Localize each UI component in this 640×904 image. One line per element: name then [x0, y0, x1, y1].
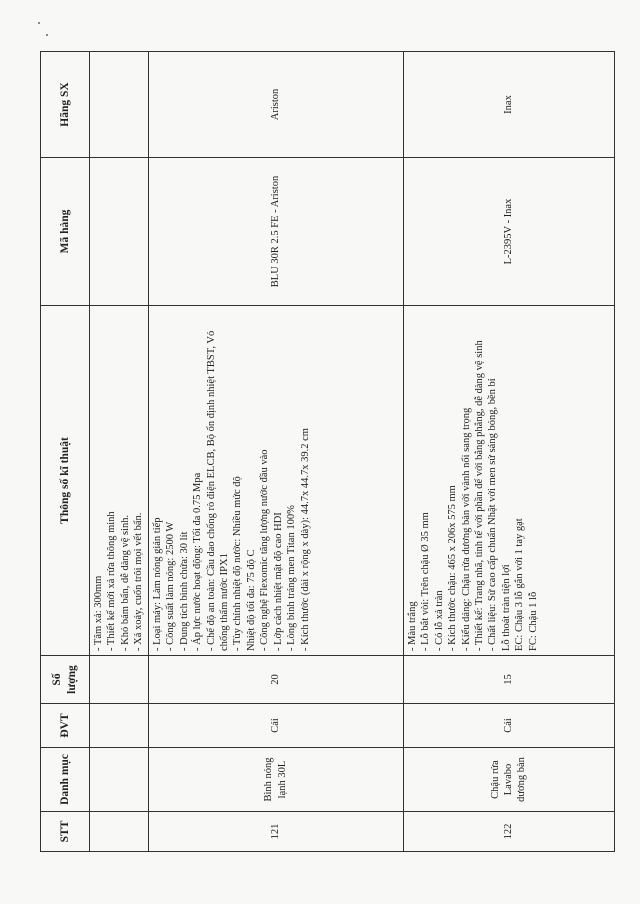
- cell-so-luong: [90, 656, 149, 704]
- spec-line: - Kích thước chậu: 465 x 206x 575 mm: [447, 485, 459, 651]
- cell-hang-sx: Inax: [403, 52, 614, 158]
- header-dvt: ĐVT: [41, 704, 90, 748]
- spec-line: Lỗ thoát tràn tiện lợi: [500, 564, 512, 651]
- cell-danh-muc: Chậu rửa Lavabo dương bàn: [403, 748, 614, 812]
- cell-specs: [403, 306, 614, 656]
- header-so-luong: Số lượng: [41, 656, 90, 704]
- header-stt: STT: [41, 812, 90, 852]
- cell-so-luong: 15: [403, 656, 614, 704]
- cell-hang-sx: Ariston: [148, 52, 403, 158]
- spec-line: - Loại máy: Làm nóng gián tiếp: [151, 517, 163, 651]
- spec-line: Nhiệt độ tối đa: 75 độ C: [245, 549, 257, 651]
- scan-speck: [46, 34, 48, 36]
- spec-line: - Lớp cách nhiệt mật độ cao HDI: [272, 512, 284, 651]
- header-thong-so: Thông số kĩ thuật: [41, 306, 90, 656]
- cell-ma-hang: L-2395V - Inax: [403, 158, 614, 306]
- spec-line: - Lỗ bắt vòi: Trên chậu Ø 35 mm: [420, 512, 432, 651]
- spec-line: - Tùy chỉnh nhiệt độ nước: Nhiều mức độ: [232, 476, 244, 651]
- spec-line: - Kích thước (dài x rộng x dày): 44.7x 44.7x 39.2 cm: [299, 428, 311, 651]
- spec-table: [40, 51, 615, 852]
- spec-line: - Kiểu dáng: Chậu rửa dương bàn với vành nổi sang trọng: [460, 407, 472, 651]
- spec-line: - Màu trắng: [406, 601, 418, 651]
- spec-line: - Có lỗ xả tràn: [433, 590, 445, 651]
- spec-line: - Chất liệu: Sứ cao cấp chuẩn Nhật với men sứ sáng bóng, bền bỉ: [487, 378, 499, 651]
- spec-line: - Tâm xả: 300mm: [93, 575, 104, 651]
- cell-stt: [90, 812, 149, 852]
- cell-dvt: [90, 704, 149, 748]
- cell-ma-hang: BLU 30R 2.5 FE - Ariston: [148, 158, 403, 306]
- spec-line: FC: Chậu 1 lỗ: [527, 591, 539, 651]
- header-ma-hang: Mã hàng: [41, 158, 90, 306]
- cell-danh-muc: [90, 748, 149, 812]
- spec-line: - Lòng bình tráng men Titan 100%: [286, 505, 298, 651]
- spec-line: - Chế độ an toàn: Cầu dao chống rò điện ELCB, Bộ ổn định nhiệt TBST, Vỏ chống thấm nước IPX1: [205, 330, 230, 651]
- header-danh-muc: Danh mục: [41, 748, 90, 812]
- spec-line: - Công suất làm nóng: 2500 W: [165, 521, 177, 651]
- cell-hang-sx: [90, 52, 149, 158]
- table-row: [403, 52, 614, 852]
- header-hang-sx: Hãng SX: [41, 52, 90, 158]
- spec-line: - Thiết kế mới xả rửa thông minh: [106, 511, 118, 651]
- spec-line: - Khó bám bẩn, dễ dàng vệ sinh.: [119, 514, 131, 651]
- cell-so-luong: 20: [148, 656, 403, 704]
- cell-specs: [90, 306, 149, 656]
- rotated-page: [40, 52, 600, 852]
- cell-stt: 122: [403, 812, 614, 852]
- spec-line: - Công nghệ Flexomic tăng lượng nước đầu vào: [259, 449, 271, 651]
- cell-stt: 121: [148, 812, 403, 852]
- cell-ma-hang: [90, 158, 149, 306]
- cell-dvt: Cái: [403, 704, 614, 748]
- table-row: [90, 52, 149, 852]
- cell-specs: [148, 306, 403, 656]
- scan-speck: [38, 22, 40, 24]
- spec-line: - Áp lực nước hoạt động: Tối đa 0.75 Mpa: [192, 472, 204, 651]
- spec-line: - Thiết kế: Trang nhã, tinh tế với phần đế với bằng phẳng, dễ dàng vệ sinh: [473, 340, 485, 651]
- cell-dvt: Cái: [148, 704, 403, 748]
- cell-danh-muc: Bình nóng lạnh 30L: [148, 748, 403, 812]
- spec-line: - Xả xoáy, cuốn trôi mọi vết bẩn.: [133, 512, 145, 651]
- table-row: [148, 52, 403, 852]
- spec-line: - Dung tích bình chứa: 30 lít: [178, 531, 190, 651]
- table-header-row: [41, 52, 90, 852]
- spec-line: EC: Chậu 3 lỗ gắn với 1 tay gạt: [514, 518, 526, 651]
